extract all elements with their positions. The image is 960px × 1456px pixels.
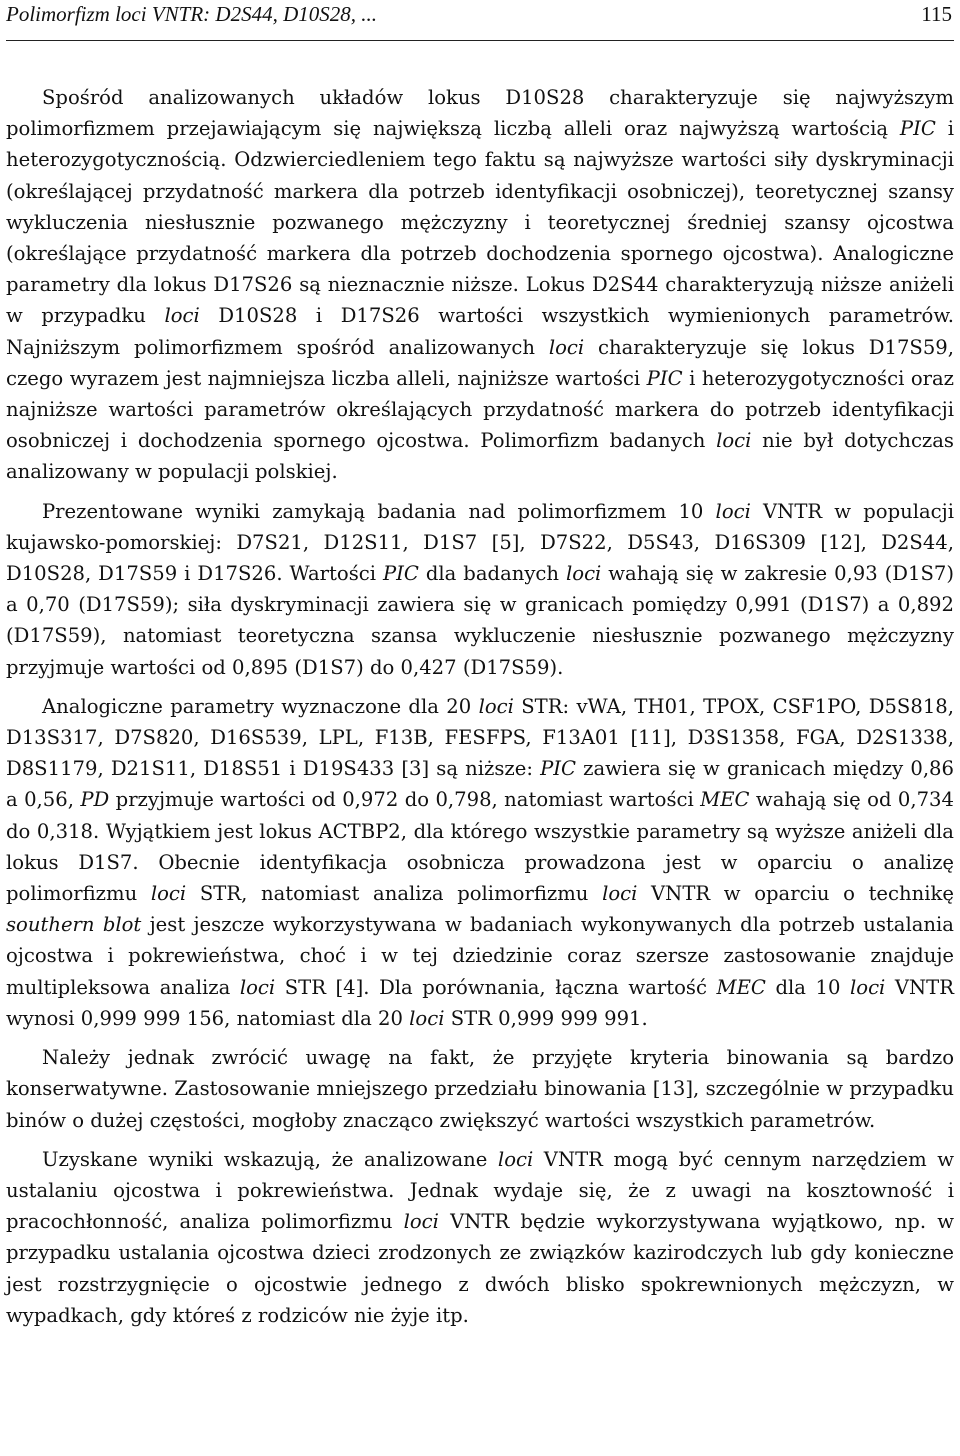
running-header xyxy=(6,0,954,41)
text-run: wahają się w zakresie 0,93 (D1S7) a 0,70 (D17S59); siła dyskryminacji zawiera się w granicach pomiędzy 0,991 (D1S7) a 0,892 (D17S59), natomiast teoretyczna szansa wykluczenie niesłusznie pozwanego mężczyzny przyjmuje wartości od 0,895 (D1S7) do 0,427 (D17S59). xyxy=(6,562,955,679)
text-run: VNTR będzie wykorzystywana wyjątkowo, np. w przypadku ustalania ojcostwa dzieci zrodzonych ze związków kazirodczych lub gdy konieczne jest rozstrzygnięcie o ojcostwie jednego z dwóch blisko spokrewnionych mężczyzn, w wypadkach, gdy któreś z rodziców nie żyje itp. xyxy=(6,1210,954,1327)
text-run: dla 10 xyxy=(765,975,850,999)
italic-term: loci xyxy=(164,304,200,328)
text-run: Prezentowane wyniki zamykają badania nad polimorfizmem 10 xyxy=(42,499,716,523)
text-run: STR, natomiast analiza polimorfizmu xyxy=(186,882,603,906)
italic-term: MEC xyxy=(716,975,766,999)
text-run: zawiera się w granicach między 0,86 a 0,56, xyxy=(6,757,954,812)
italic-term: PIC xyxy=(646,366,683,390)
italic-term: loci xyxy=(716,429,752,453)
text-run: i heterozygotyczności oraz najniższe wartości parametrów określających przydatność markera do potrzeb identyfikacji osobniczej i dochodzenia spornego ojcostwa. Polimorfizm badanych xyxy=(6,366,954,453)
text-run: D10S28 i D17S26 wartości wszystkich wymienionych parametrów. Najniższym polimorfizmem spośród analizowanych xyxy=(6,304,954,359)
italic-term: PD xyxy=(80,788,110,812)
italic-term: loci xyxy=(478,694,514,718)
text-run: Analogiczne parametry wyznaczone dla 20 xyxy=(42,694,479,718)
text-run: Spośród analizowanych układów lokus D10S28 charakteryzuje się najwyższym polimorfizmem przejawiającym się największą liczbą alleli oraz najwyższą wartością xyxy=(6,86,954,141)
text-run: STR: vWA, TH01, TPOX, CSF1PO, D5S818, D13S317, D7S820, D16S539, LPL, F13B, FESFPS, F13A01 [11], D3S1358, FGA, D2S1338, D8S1179, D21S11, D18S51 i D19S433 [3] są niższe: xyxy=(6,694,954,781)
paragraph-3 xyxy=(6,691,954,1034)
italic-term: loci xyxy=(715,499,751,523)
article-body xyxy=(6,82,954,1331)
text-run: VNTR w populacji kujawsko-pomorskiej: D7S21, D12S11, D1S7 [5], D7S22, D5S43, D16S309 [12], D2S44, D10S28, D17S59 i D17S26. Wartości xyxy=(6,499,954,586)
running-title: Polimorfizm loci VNTR: D2S44, D10S28, ... xyxy=(6,2,377,26)
text-run: VNTR mogą być cennym narzędziem w ustalaniu ojcostwa i pokrewieństwa. Jednak wydaje się, że z uwagi na kosztowność i pracochłonność, analiza polimorfizmu xyxy=(6,1147,954,1234)
italic-term: loci xyxy=(850,975,886,999)
italic-term: PIC xyxy=(382,562,419,586)
italic-term: southern blot xyxy=(6,913,142,937)
italic-term: loci xyxy=(239,975,276,999)
text-run: Uzyskane wyniki wskazują, że analizowane xyxy=(42,1147,498,1171)
italic-term: loci xyxy=(548,335,585,359)
paragraph-2 xyxy=(6,496,954,683)
italic-term: PIC xyxy=(899,117,936,141)
paragraph-5 xyxy=(6,1144,954,1331)
text-run: nie był dotychczas analizowany w populacji polskiej. xyxy=(6,429,954,484)
text-run: wahają się od 0,734 do 0,318. Wyjątkiem jest lokus ACTBP2, dla którego wszystkie parametry są wyższe aniżeli dla lokus D1S7. Obecnie identyfikacja osobnicza prowadzona jest w oparciu o analizę polimorfizmu xyxy=(6,788,954,906)
text-run: VNTR wynosi 0,999 999 156, natomiast dla 20 xyxy=(6,975,954,1030)
italic-term: loci xyxy=(403,1210,439,1234)
italic-term: loci xyxy=(566,562,602,586)
italic-term: loci xyxy=(409,1006,445,1030)
page xyxy=(6,0,954,1331)
italic-term: MEC xyxy=(700,788,750,812)
italic-term: loci xyxy=(497,1147,534,1171)
text-run: dla badanych xyxy=(418,562,566,586)
text-run: jest jeszcze wykorzystywana w badaniach wykonywanych dla potrzeb ustalania ojcostwa i pokrewieństwa, choć i w tej dziedzinie coraz szersze zastosowanie znajduje multipleksowa analiza xyxy=(6,913,954,999)
text-run: charakteryzuje się lokus D17S59, czego wyrazem jest najmniejsza liczba alleli, najniższe wartości xyxy=(6,335,954,390)
text-run: VNTR w oparciu o technikę xyxy=(637,882,954,906)
paragraph-1 xyxy=(6,82,954,488)
italic-term: PIC xyxy=(540,757,577,781)
text-run: i heterozygotycznością. Odzwierciedleniem tego faktu są najwyższe wartości siły dyskryminacji (określającej przydatność markera dla potrzeb identyfikacji osobniczej), teoretycznej szansy wykluczenia niesłusznie pozwanego mężczyzny i teoretycznej średniej szansy ojcostwa (określające przydatność markera dla potrzeb dochodzenia spornego ojcostwa). Analogiczne parametry dla lokus D17S26 są nieznacznie niższe. Lokus D2S44 charakteryzują niższe aniżeli w przypadku xyxy=(6,117,954,328)
page-number: 115 xyxy=(921,2,952,26)
text-run: STR 0,999 999 991. xyxy=(444,1006,648,1030)
text-run: STR [4]. Dla porównania, łączna wartość xyxy=(275,975,717,999)
paragraph-4 xyxy=(6,1042,954,1136)
italic-term: loci xyxy=(602,882,638,906)
text-run: przyjmuje wartości od 0,972 do 0,798, natomiast wartości xyxy=(109,788,701,812)
italic-term: loci xyxy=(150,882,187,906)
text-run: Należy jednak zwrócić uwagę na fakt, że przyjęte kryteria binowania są bardzo konserwatywne. Zastosowanie mniejszego przedziału binowania [13], szczególnie w przypadku binów o dużej częstości, mogłoby znacząco zwiększyć wartości wszystkich parametrów. xyxy=(6,1046,954,1132)
